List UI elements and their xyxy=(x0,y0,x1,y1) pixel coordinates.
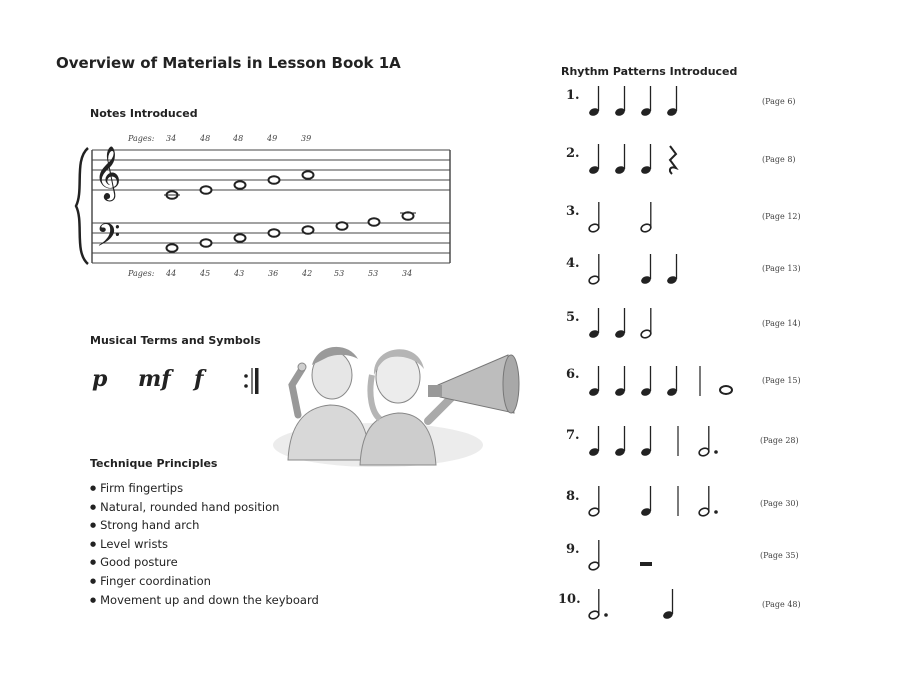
rhythm-num-1: 1. xyxy=(566,88,580,103)
rhythm-num-7: 7. xyxy=(566,428,580,443)
rhythm-pattern-7 xyxy=(588,426,718,457)
rhythm-pattern-4 xyxy=(588,254,678,285)
technique-item: ● Finger coordination xyxy=(90,572,319,591)
rhythm-num-4: 4. xyxy=(566,256,580,271)
kids-megaphone-illustration xyxy=(268,325,528,470)
bass-page-4: 36 xyxy=(268,269,279,278)
rhythm-pattern-9 xyxy=(588,540,652,571)
rhythm-num-2: 2. xyxy=(566,146,580,161)
piano-symbol: p xyxy=(92,366,108,392)
technique-item: ● Level wrists xyxy=(90,535,319,554)
rhythm-page-4: (Page 13) xyxy=(762,264,801,273)
technique-heading: Technique Principles xyxy=(90,457,218,470)
bass-pages-label: Pages: xyxy=(128,269,155,278)
bass-page-3: 43 xyxy=(234,269,245,278)
treble-page-2: 48 xyxy=(200,134,211,143)
terms-heading: Musical Terms and Symbols xyxy=(90,334,261,347)
technique-item: ● Natural, rounded hand position xyxy=(90,498,319,517)
treble-pages-label: Pages: xyxy=(128,134,155,143)
rhythm-pattern-10 xyxy=(588,589,674,620)
repeat-sign-icon xyxy=(240,366,262,396)
rhythm-page-10: (Page 48) xyxy=(762,600,801,609)
treble-page-4: 49 xyxy=(267,134,278,143)
bass-page-2: 45 xyxy=(200,269,211,278)
rhythm-page-3: (Page 12) xyxy=(762,212,801,221)
bass-page-6: 53 xyxy=(334,269,345,278)
forte-symbol: f xyxy=(194,366,204,392)
rhythm-page-8: (Page 30) xyxy=(760,499,799,508)
bass-clef-icon: 𝄢 xyxy=(96,217,121,261)
rhythm-notation xyxy=(580,80,750,625)
half-rest-icon xyxy=(640,562,652,566)
rhythm-num-8: 8. xyxy=(566,489,580,504)
rhythm-page-9: (Page 35) xyxy=(760,551,799,560)
technique-item: ● Strong hand arch xyxy=(90,516,319,535)
rhythm-num-10: 10. xyxy=(558,592,581,607)
bass-page-5: 42 xyxy=(302,269,313,278)
rhythm-num-5: 5. xyxy=(566,310,580,325)
rhythm-page-2: (Page 8) xyxy=(762,155,796,164)
rhythm-pattern-5 xyxy=(588,308,652,339)
rhythm-heading: Rhythm Patterns Introduced xyxy=(561,65,738,78)
technique-item: ● Good posture xyxy=(90,553,319,572)
treble-page-5: 39 xyxy=(301,134,312,143)
technique-item: ● Movement up and down the keyboard xyxy=(90,591,319,610)
page-title: Overview of Materials in Lesson Book 1A xyxy=(56,54,401,72)
rhythm-num-3: 3. xyxy=(566,204,580,219)
rhythm-pattern-3 xyxy=(588,202,652,233)
bass-notes xyxy=(167,212,417,252)
rhythm-page-5: (Page 14) xyxy=(762,319,801,328)
rhythm-pattern-2 xyxy=(588,144,676,175)
bass-page-1: 44 xyxy=(166,269,177,278)
rhythm-pattern-8 xyxy=(588,486,718,517)
bass-page-7: 53 xyxy=(368,269,379,278)
grand-staff xyxy=(70,140,460,272)
notes-heading: Notes Introduced xyxy=(90,107,198,120)
technique-list xyxy=(90,479,319,609)
rhythm-page-1: (Page 6) xyxy=(762,97,796,106)
treble-clef-icon: 𝄞 xyxy=(94,145,122,199)
rhythm-page-6: (Page 15) xyxy=(762,376,801,385)
rhythm-pattern-6 xyxy=(588,366,732,397)
treble-page-3: 48 xyxy=(233,134,244,143)
mezzo-forte-symbol: mf xyxy=(138,366,171,392)
rhythm-num-6: 6. xyxy=(566,367,580,382)
technique-item: ● Firm fingertips xyxy=(90,479,319,498)
bass-page-8: 34 xyxy=(402,269,413,278)
rhythm-pattern-1 xyxy=(588,86,678,117)
treble-notes xyxy=(164,171,314,199)
quarter-rest-icon xyxy=(670,146,676,174)
rhythm-page-7: (Page 28) xyxy=(760,436,799,445)
treble-page-1: 34 xyxy=(166,134,177,143)
brace xyxy=(76,148,88,264)
rhythm-num-9: 9. xyxy=(566,542,580,557)
